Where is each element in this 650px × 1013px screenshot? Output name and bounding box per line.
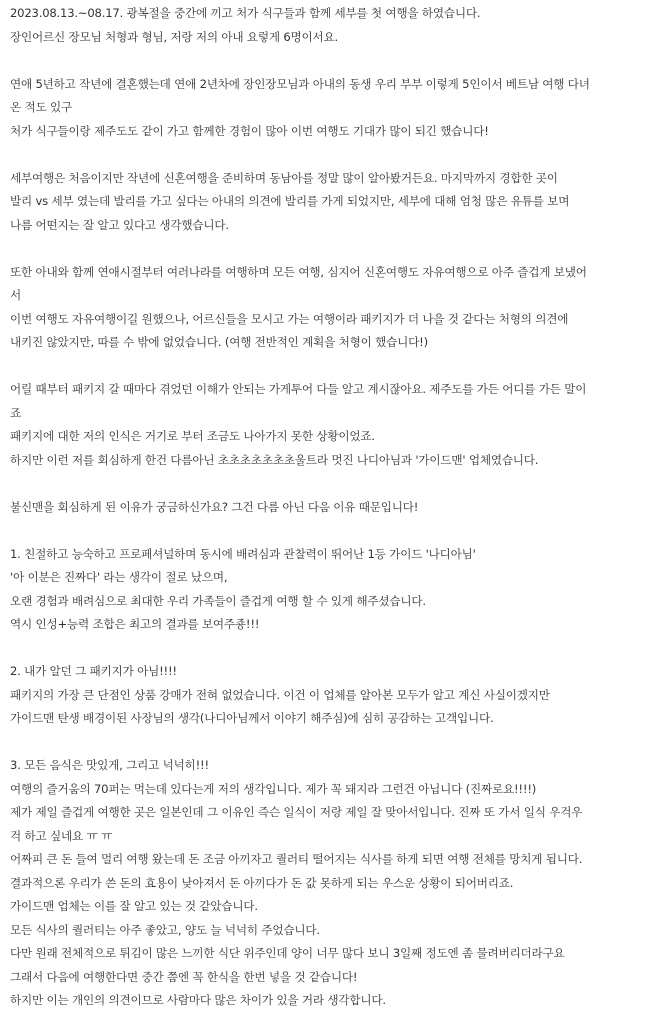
text-line: 죠 <box>10 405 21 420</box>
text-line: 여행의 즐거움의 70퍼는 먹는데 있다는게 저의 생각입니다. 제가 꼭 돼지라 그런건 아닙니다 (진짜로요!!!!) <box>10 781 537 796</box>
text-line: 내키진 않았지만, 따를 수 밖에 없었습니다. (여행 전반적인 계획을 처형이 했습니다!) <box>10 335 428 349</box>
text-line: 온 적도 있구 <box>10 100 72 114</box>
text-line: 2023.08.13.~08.17. 광복절을 중간에 끼고 처가 식구들과 함께 세부를 첫 여행을 하였습니다. <box>10 6 481 20</box>
text-line: 하지만 이는 개인의 의견이므로 사람마다 많은 차이가 있을 거라 생각합니다. <box>10 993 386 1007</box>
text-line: 역시 인성+능력 조합은 최고의 결과를 보여주죵!!! <box>10 617 260 631</box>
paragraph-gap <box>10 237 646 261</box>
text-line: 하지만 이런 저를 회심하게 한건 다름아닌 초초초초초초초울트라 멋진 나디아님과 '가이드맨' 업체였습니다. <box>10 452 539 467</box>
text-line: '아 이분은 진짜다' 라는 생각이 절로 났으며, <box>10 570 228 584</box>
text-line: 3. 모든 음식은 맛있게, 그리고 넉넉히!!! <box>10 758 209 772</box>
paragraph-gap <box>10 731 646 755</box>
text-line: 어짜피 큰 돈 들여 멀리 여행 왔는데 돈 조금 아끼자고 퀄러티 떨어지는 식사를 하게 되면 여행 전체를 망치게 됩니다. <box>10 852 583 866</box>
paragraph-gap <box>10 519 646 543</box>
text-line: 서 <box>10 288 21 302</box>
text-line: 그래서 다음에 여행한다면 중간 쯤엔 꼭 한식을 한번 넣을 것 같습니다! <box>10 969 358 984</box>
paragraph-gap <box>10 472 646 496</box>
text-line: 제가 제일 즐겁게 여행한 곳은 일본인데 그 이유인 즉슨 일식이 저랑 제일 잘 맞아서입니다. 진짜 또 가서 일식 우걱우 <box>10 805 583 819</box>
text-line: 이번 여행도 자유여행이길 원했으나, 어르신들을 모시고 가는 여행이라 패키지가 더 나을 것 같다는 처형의 의견에 <box>10 311 569 326</box>
paragraph-gap <box>10 637 646 661</box>
text-line: 가이드맨 탄생 배경이된 사장님의 생각(나디아님께서 이야기 해주심)에 심히 공감하는 고객입니다. <box>10 711 494 725</box>
text-line: 결과적으론 우리가 쓴 돈의 효용이 낮아져서 돈 아끼다가 돈 값 못하게 되는 우스운 상황이 되어버리죠. <box>10 875 514 890</box>
text-line: 장인어르신 장모님 처형과 형님, 저랑 저의 아내 요렇게 6명이서요. <box>10 29 339 44</box>
text-line: 연애 5년하고 작년에 결혼했는데 연애 2년차에 장인장모님과 아내의 동생 우리 부부 이렇게 5인이서 베트남 여행 다녀 <box>10 76 590 91</box>
text-line: 발리 vs 세부 였는데 발리를 가고 싶다는 아내의 의견에 발리를 가게 되었지만, 세부에 대해 엄청 많은 유튜를 보며 <box>10 194 570 208</box>
text-line: 1. 친절하고 능숙하고 프로페셔널하며 동시에 배려심과 관찰력이 뛰어난 1등 가이드 '나디아님' <box>10 546 476 561</box>
text-line: 나름 어떤지는 잘 알고 있다고 생각했습니다. <box>10 217 229 232</box>
text-line: 오랜 경험과 배려심으로 최대한 우리 가족들이 즐겁게 여행 할 수 있게 해주셨습니다. <box>10 593 426 608</box>
text-line: 모든 식사의 퀄러티는 아주 좋았고, 양도 늘 넉넉히 주었습니다. <box>10 922 320 937</box>
text-line: 또한 아내와 함께 연애시절부터 여러나라를 여행하며 모든 여행, 심지어 신혼여행도 자유여행으로 아주 즐겁게 보냈어 <box>10 264 587 279</box>
text-line: 걱 하고 싶네요 ㅠ ㅠ <box>10 828 112 843</box>
text-line: 어릴 때부터 패키지 갈 때마다 겪었던 이해가 안되는 가게투어 다들 알고 계시잖아요. 제주도를 가든 어디를 가든 말이 <box>10 382 587 396</box>
paragraph-gap <box>10 143 646 167</box>
paragraph-gap <box>10 49 646 73</box>
text-line: 불신맨을 회심하게 된 이유가 궁금하신가요? 그건 다름 아닌 다음 이유 때문입니다! <box>10 499 419 514</box>
text-line: 패키지에 대한 저의 인식은 거기로 부터 조금도 나아가지 못한 상황이었죠. <box>10 429 375 443</box>
text-line: 가이드맨 업체는 이를 잘 알고 있는 것 같았습니다. <box>10 899 258 913</box>
text-line: 처가 식구들이랑 제주도도 같이 가고 함께한 경험이 많아 이번 여행도 기대가 많이 되긴 했습니다! <box>10 123 489 138</box>
text-line: 패키지의 가장 큰 단점인 상품 강매가 전혀 없었습니다. 이건 이 업체를 알아본 모두가 알고 계신 사실이겠지만 <box>10 687 550 702</box>
text-line: 세부여행은 처음이지만 작년에 신혼여행을 준비하며 동남아를 정말 많이 알아봤거든요. 마지막까지 경합한 곳이 <box>10 170 558 185</box>
text-line: 다만 원래 전체적으로 튀김이 많은 느끼한 식단 위주인데 양이 너무 많다 보니 3일째 정도엔 좀 물려버리더라구요 <box>10 946 565 960</box>
review-article <box>10 2 646 1013</box>
text-line: 2. 내가 알던 그 패키지가 아님!!!! <box>10 664 177 678</box>
paragraph-gap <box>10 355 646 379</box>
